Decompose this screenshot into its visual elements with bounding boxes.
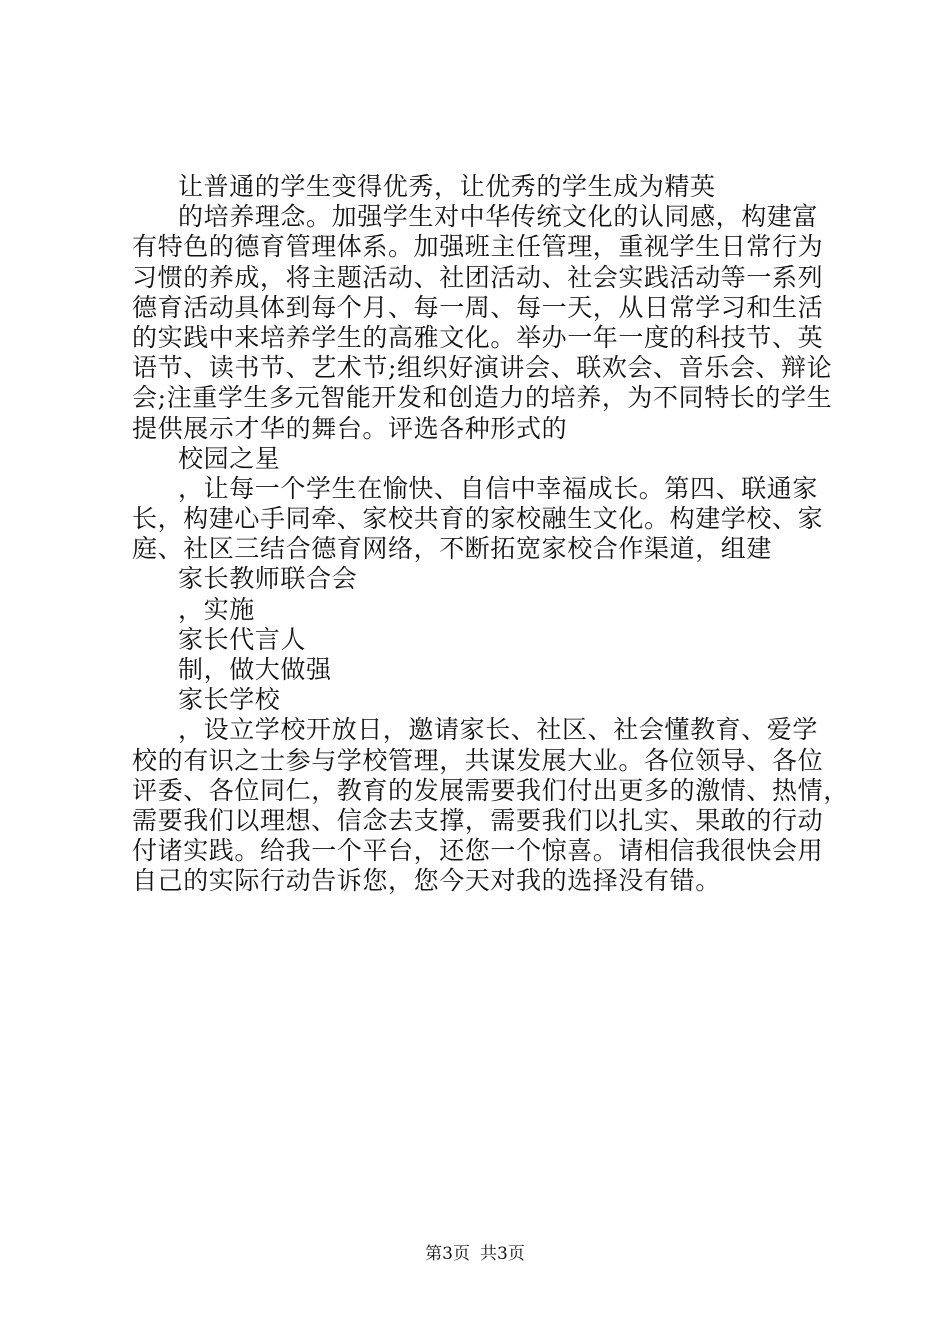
text-line: 提供展示才华的舞台。评选各种形式的 bbox=[132, 413, 568, 443]
text-line: ，设立学校开放日，邀请家长、社区、社会懂教育、爱学 bbox=[178, 715, 819, 745]
text-line: 的实践中来培养学生的高雅文化。举办一年一度的科技节、英 bbox=[132, 322, 824, 352]
text-line: 会;注重学生多元智能开发和创造力的培养，为不同特长的学生 bbox=[132, 383, 833, 413]
text-line: 付诸实践。给我一个平台，还您一个惊喜。请相信我很快会用 bbox=[132, 836, 824, 866]
text-line: 自己的实际行动告诉您，您今天对我的选择没有错。 bbox=[132, 866, 721, 896]
text-line: ，让每一个学生在愉快、自信中幸福成长。第四、联通家 bbox=[178, 473, 819, 503]
text-line: 评委、各位同仁，教育的发展需要我们付出更多的激情、热情， bbox=[132, 775, 849, 805]
text-line: 制，做大做强 bbox=[178, 655, 332, 684]
text-line: 校的有识之士参与学校管理，共谋发展大业。各位领导、各位 bbox=[132, 745, 824, 775]
body-text bbox=[132, 172, 849, 897]
text-line: 习惯的养成，将主题活动、社团活动、社会实践活动等一系列 bbox=[132, 262, 824, 292]
text-line: 家长代言人 bbox=[178, 624, 307, 654]
text-line: 长，构建心手同牵、家校共育的家校融生文化。构建学校、家 bbox=[132, 504, 824, 534]
text-line: 德育活动具体到每个月、每一周、每一天，从日常学习和生活 bbox=[132, 292, 824, 322]
text-line: 语节、读书节、艺术节;组织好演讲会、联欢会、音乐会、辩论 bbox=[132, 353, 833, 383]
text-line: 的培养理念。加强学生对中华传统文化的认同感，构建富 bbox=[178, 202, 819, 232]
text-line: 让普通的学生变得优秀，让优秀的学生成为精英 bbox=[178, 172, 716, 201]
text-line: 有特色的德育管理体系。加强班主任管理，重视学生日常行为 bbox=[132, 232, 824, 262]
page-total: 共3页 bbox=[480, 1244, 525, 1264]
text-line: 庭、社区三结合德育网络，不断拓宽家校合作渠道，组建 bbox=[132, 534, 773, 564]
page-number: 第3页 bbox=[425, 1244, 470, 1264]
text-line: 家长教师联合会 bbox=[178, 564, 358, 594]
text-line: 校园之星 bbox=[178, 443, 281, 473]
text-line: ，实施 bbox=[178, 594, 255, 624]
text-line: 家长学校 bbox=[178, 685, 281, 715]
page-footer bbox=[0, 1244, 950, 1264]
text-line: 需要我们以理想、信念去支撑，需要我们以扎实、果敢的行动 bbox=[132, 805, 824, 835]
